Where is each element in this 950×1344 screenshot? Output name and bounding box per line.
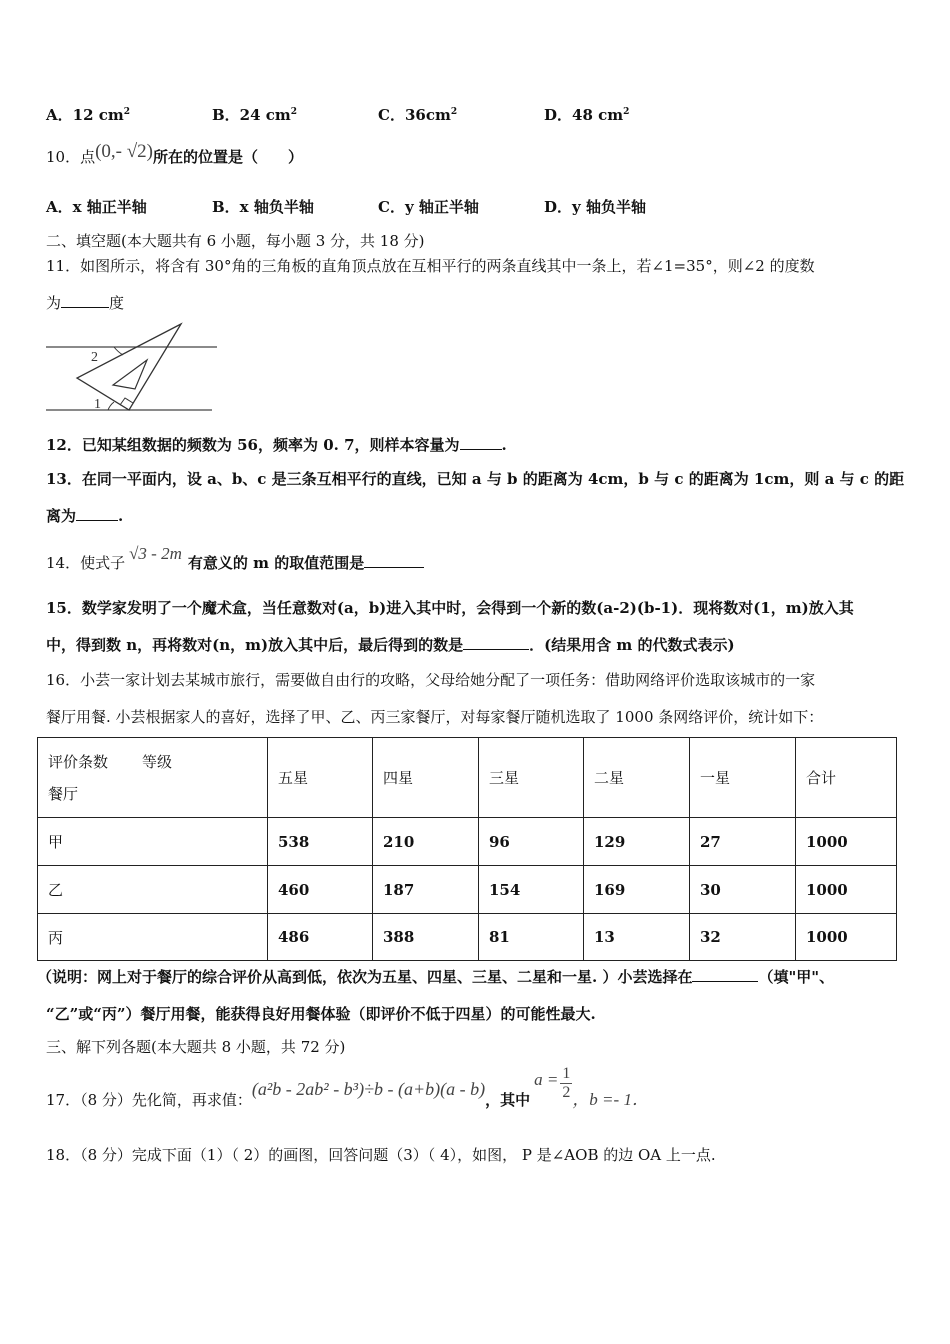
angle-2-arc (114, 347, 123, 355)
table-cell: 129 (584, 818, 690, 866)
q17-expression: (a²b - 2ab² - b³)÷b - (a+b)(a - b) (251, 1079, 486, 1099)
table-cell: 30 (690, 866, 796, 914)
right-angle-mark (120, 398, 133, 405)
table-cell: 154 (479, 866, 584, 914)
table-cell: 32 (690, 914, 796, 961)
table-cell: 27 (690, 818, 796, 866)
table-header: 三星 (479, 738, 584, 818)
q17-fraction: $\frac{1}{2}$ (562, 1065, 571, 1101)
table-cell: 1000 (796, 914, 897, 961)
q10-point: (0,- √2) (95, 141, 154, 162)
section-2-heading: 二、填空题(本大题共有 6 小题，每小题 3 分，共 18 分) (46, 232, 425, 250)
q9-option-a: A．12 $cm^2$ (46, 106, 131, 124)
q14-question: 14．使式子 √3 - 2m 有意义的 m 的取值范围是 (46, 543, 424, 564)
angle-1-label: 1 (94, 397, 101, 412)
q16-note-line2: “乙”或“丙”）餐厅用餐，能获得良好用餐体验（即评价不低于四星）的可能性最大. (46, 1005, 596, 1023)
q13-line2: 离为 . (46, 507, 124, 525)
restaurant-name: 丙 (38, 914, 268, 961)
table-row (38, 914, 897, 961)
q10-option-d: D．y 轴负半轴 (544, 198, 646, 216)
table-cell: 81 (479, 914, 584, 961)
table-corner-cell: 评价条数 等级 餐厅 (38, 738, 268, 818)
table-row (38, 866, 897, 914)
q16-note-line1: （说明：网上对于餐厅的综合评价从高到低，依次为五星、四星、三星、二星和一星. ）小芸选择在 （填"甲"、 (37, 968, 835, 986)
q13-answer-blank[interactable] (76, 505, 118, 521)
q16-line2: 餐厅用餐. 小芸根据家人的喜好，选择了甲、乙、丙三家餐厅，对每家餐厅随机选取了 1000 条网络评价，统计如下： (46, 708, 824, 726)
table-cell: 388 (373, 914, 479, 961)
q18-question: 18．（8 分）完成下面（1）（ 2）的画图，回答问题（3）（ 4），如图， P 是∠AOB 的边 OA 上一点. (46, 1146, 716, 1164)
q13-line1: 13．在同一平面内，设 a、b、c 是三条互相平行的直线，已知 a 与 b 的距离为 4cm，b 与 c 的距离为 1cm，则 a 与 c 的距 (46, 470, 905, 488)
table-cell: 96 (479, 818, 584, 866)
q15-line1: 15．数学家发明了一个魔术盒，当任意数对(a，b)进入其中时，会得到一个新的数(a-2)(b-1)．现将数对(1，m)放入其 (46, 599, 854, 617)
restaurant-name: 甲 (38, 818, 268, 866)
q10-option-c: C．y 轴正半轴 (378, 198, 479, 216)
table-cell: 1000 (796, 818, 897, 866)
table-header-row (38, 738, 897, 818)
table-header: 合计 (796, 738, 897, 818)
q11-line1: 11．如图所示，将含有 30°角的三角板的直角顶点放在互相平行的两条直线其中一条上，若∠1=35°，则∠2 的度数 (46, 257, 815, 275)
table-header: 一星 (690, 738, 796, 818)
angle-1-arc (108, 402, 114, 410)
table-cell: 1000 (796, 866, 897, 914)
restaurant-name: 乙 (38, 866, 268, 914)
q16-answer-blank[interactable] (692, 966, 758, 982)
q9-option-b: B．24 $cm^2$ (212, 106, 298, 124)
q15-line2: 中，得到数 n，再将数对(n，m)放入其中后，最后得到的数是 ．(结果用含 m 的代数式表示) (46, 636, 735, 654)
triangle-outer (77, 324, 181, 410)
q17-question: 17．（8 分）先化简，再求值：(a²b - 2ab² - b³)÷b - (a+b)(a - b)，其中a = $\frac{1}{2}$ ，b =- 1． (46, 1065, 649, 1109)
table-header: 二星 (584, 738, 690, 818)
rating-table (37, 737, 897, 961)
q11-answer-blank[interactable] (61, 292, 109, 308)
q10-question: 10．点(0,- √2)所在的位置是（ ） (46, 141, 304, 166)
table-cell: 460 (268, 866, 373, 914)
q10-option-a: A．x 轴正半轴 (46, 198, 147, 216)
table-header: 四星 (373, 738, 479, 818)
table-cell: 538 (268, 818, 373, 866)
q11-line2: 为 度 (46, 294, 125, 312)
table-cell: 486 (268, 914, 373, 961)
table-cell: 187 (373, 866, 479, 914)
q9-option-c: C．$36cm^2$ (378, 106, 458, 124)
q15-answer-blank[interactable] (463, 634, 529, 650)
section-3-heading: 三、解下列各题(本大题共 8 小题，共 72 分) (46, 1038, 346, 1056)
table-cell: 210 (373, 818, 479, 866)
triangle-inner (113, 360, 147, 389)
angle-2-label: 2 (91, 350, 98, 365)
q14-radical: √3 - 2m (129, 544, 182, 563)
table-header: 五星 (268, 738, 373, 818)
q11-triangle-figure (40, 318, 225, 418)
q14-answer-blank[interactable] (364, 552, 424, 568)
table-cell: 169 (584, 866, 690, 914)
q16-line1: 16．小芸一家计划去某城市旅行，需要做自由行的攻略，父母给她分配了一项任务：借助网络评价选取该城市的一家 (46, 671, 816, 689)
q9-option-d: D．48 $cm^2$ (544, 106, 630, 124)
q10-option-b: B．x 轴负半轴 (212, 198, 314, 216)
table-row (38, 818, 897, 866)
q12-answer-blank[interactable] (460, 434, 502, 450)
table-cell: 13 (584, 914, 690, 961)
q12-question: 12．已知某组数据的频数为 56，频率为 0. 7，则样本容量为 . (46, 436, 507, 454)
